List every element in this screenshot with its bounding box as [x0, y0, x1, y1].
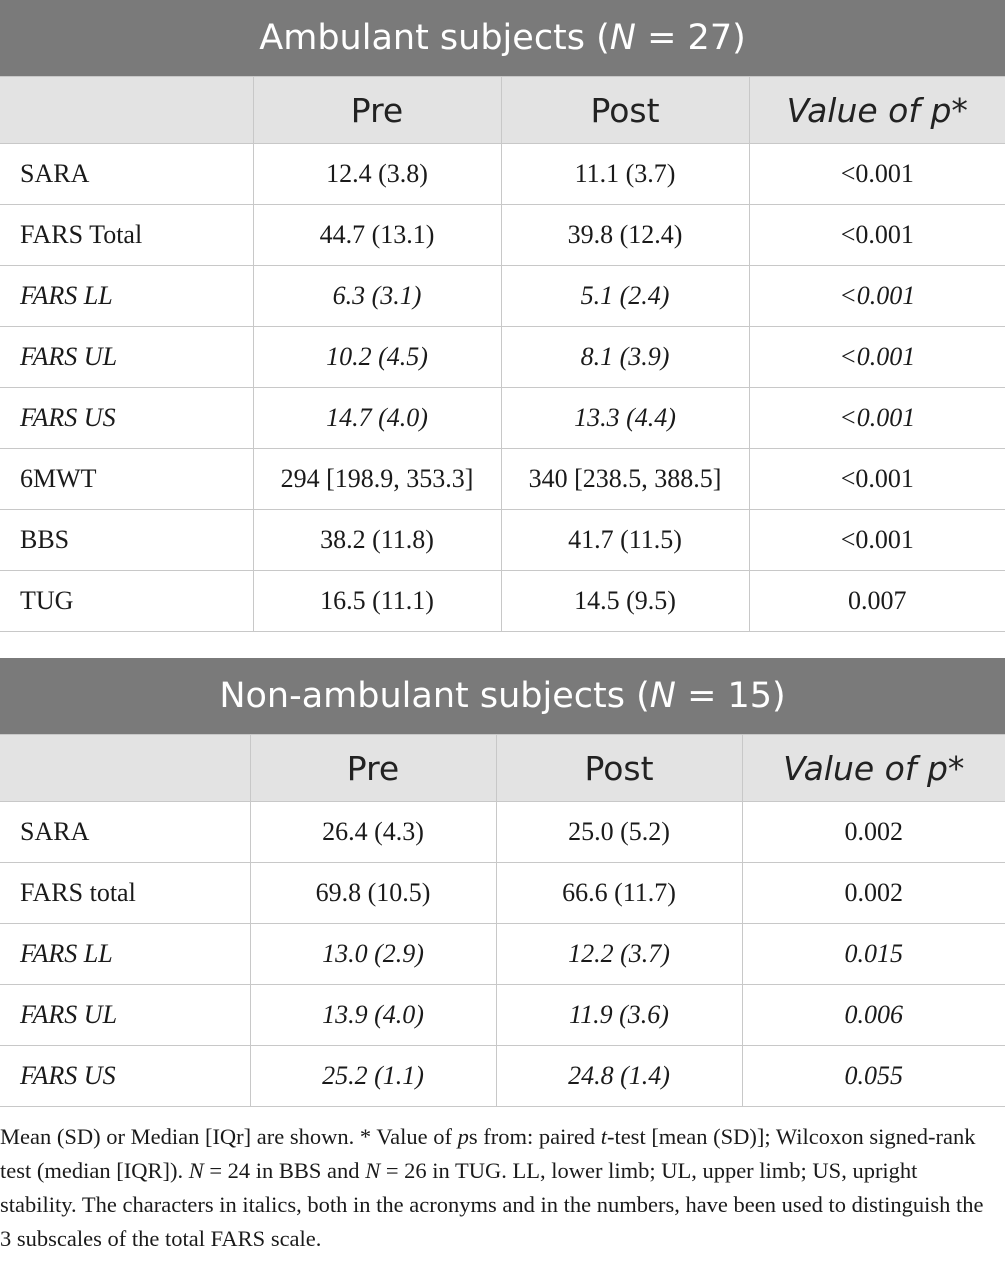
- header-pvalue: Value of p*: [742, 735, 1005, 802]
- row-label: SARA: [0, 802, 250, 863]
- row-label: BBS: [0, 510, 253, 571]
- p-value: 0.002: [742, 863, 1005, 924]
- table-footnote: Mean (SD) or Median [IQr] are shown. * Value of ps from: paired t-test [mean (SD)]; Wilcoxon signed-rank test (median [IQR]). N = 24 in BBS and N = 26 in TUG. LL, lower limb; UL, upper limb; US, upright stability. The characters in italics, both in the acronyms and in the numbers, have been used to distinguish the 3 subscales of the total FARS scale.: [0, 1124, 984, 1251]
- row-label: FARS Total: [0, 205, 253, 266]
- post-value: 8.1 (3.9): [501, 327, 749, 388]
- table-row: [0, 449, 1005, 510]
- p-value: 0.055: [742, 1046, 1005, 1107]
- post-value: 5.1 (2.4): [501, 266, 749, 327]
- table-row: [0, 144, 1005, 205]
- header-pvalue: Value of p*: [749, 77, 1005, 144]
- table-row: [0, 510, 1005, 571]
- p-value: <0.001: [749, 327, 1005, 388]
- ambulant-table-title: Ambulant subjects (N = 27): [0, 0, 1005, 77]
- table-row: [0, 571, 1005, 632]
- row-label: FARS US: [0, 1046, 250, 1107]
- header-blank: [0, 735, 250, 802]
- header-blank: [0, 77, 253, 144]
- pre-value: 294 [198.9, 353.3]: [253, 449, 501, 510]
- row-label: 6MWT: [0, 449, 253, 510]
- row-label: FARS UL: [0, 327, 253, 388]
- p-value: <0.001: [749, 388, 1005, 449]
- non-ambulant-table-title: Non-ambulant subjects (N = 15): [0, 658, 1005, 735]
- p-value: <0.001: [749, 266, 1005, 327]
- p-value: <0.001: [749, 144, 1005, 205]
- pre-value: 6.3 (3.1): [253, 266, 501, 327]
- post-value: 24.8 (1.4): [496, 1046, 742, 1107]
- post-value: 25.0 (5.2): [496, 802, 742, 863]
- table-row: [0, 327, 1005, 388]
- post-value: 14.5 (9.5): [501, 571, 749, 632]
- pre-value: 10.2 (4.5): [253, 327, 501, 388]
- pre-value: 25.2 (1.1): [250, 1046, 496, 1107]
- pre-value: 13.0 (2.9): [250, 924, 496, 985]
- row-label: TUG: [0, 571, 253, 632]
- row-label: SARA: [0, 144, 253, 205]
- header-post: Post: [496, 735, 742, 802]
- pre-value: 38.2 (11.8): [253, 510, 501, 571]
- header-pre: Pre: [253, 77, 501, 144]
- pre-value: 12.4 (3.8): [253, 144, 501, 205]
- pre-value: 16.5 (11.1): [253, 571, 501, 632]
- row-label: FARS US: [0, 388, 253, 449]
- pre-value: 69.8 (10.5): [250, 863, 496, 924]
- header-post: Post: [501, 77, 749, 144]
- table-row: [0, 1046, 1005, 1107]
- p-value: 0.006: [742, 985, 1005, 1046]
- post-value: 13.3 (4.4): [501, 388, 749, 449]
- post-value: 340 [238.5, 388.5]: [501, 449, 749, 510]
- pre-value: 26.4 (4.3): [250, 802, 496, 863]
- row-label: FARS total: [0, 863, 250, 924]
- table-row: [0, 924, 1005, 985]
- table-row: [0, 205, 1005, 266]
- table-row: [0, 802, 1005, 863]
- p-value: <0.001: [749, 205, 1005, 266]
- pre-value: 13.9 (4.0): [250, 985, 496, 1046]
- table-row: [0, 266, 1005, 327]
- post-value: 66.6 (11.7): [496, 863, 742, 924]
- pre-value: 14.7 (4.0): [253, 388, 501, 449]
- pre-value: 44.7 (13.1): [253, 205, 501, 266]
- p-value: 0.002: [742, 802, 1005, 863]
- table-row: [0, 863, 1005, 924]
- p-value: 0.015: [742, 924, 1005, 985]
- header-pre: Pre: [250, 735, 496, 802]
- p-value: <0.001: [749, 449, 1005, 510]
- table-row: [0, 985, 1005, 1046]
- table-row: [0, 388, 1005, 449]
- row-label: FARS LL: [0, 266, 253, 327]
- post-value: 11.9 (3.6): [496, 985, 742, 1046]
- post-value: 11.1 (3.7): [501, 144, 749, 205]
- post-value: 41.7 (11.5): [501, 510, 749, 571]
- post-value: 39.8 (12.4): [501, 205, 749, 266]
- post-value: 12.2 (3.7): [496, 924, 742, 985]
- p-value: 0.007: [749, 571, 1005, 632]
- row-label: FARS LL: [0, 924, 250, 985]
- row-label: FARS UL: [0, 985, 250, 1046]
- p-value: <0.001: [749, 510, 1005, 571]
- non-ambulant-table: [0, 658, 1005, 1107]
- ambulant-table: [0, 0, 1005, 632]
